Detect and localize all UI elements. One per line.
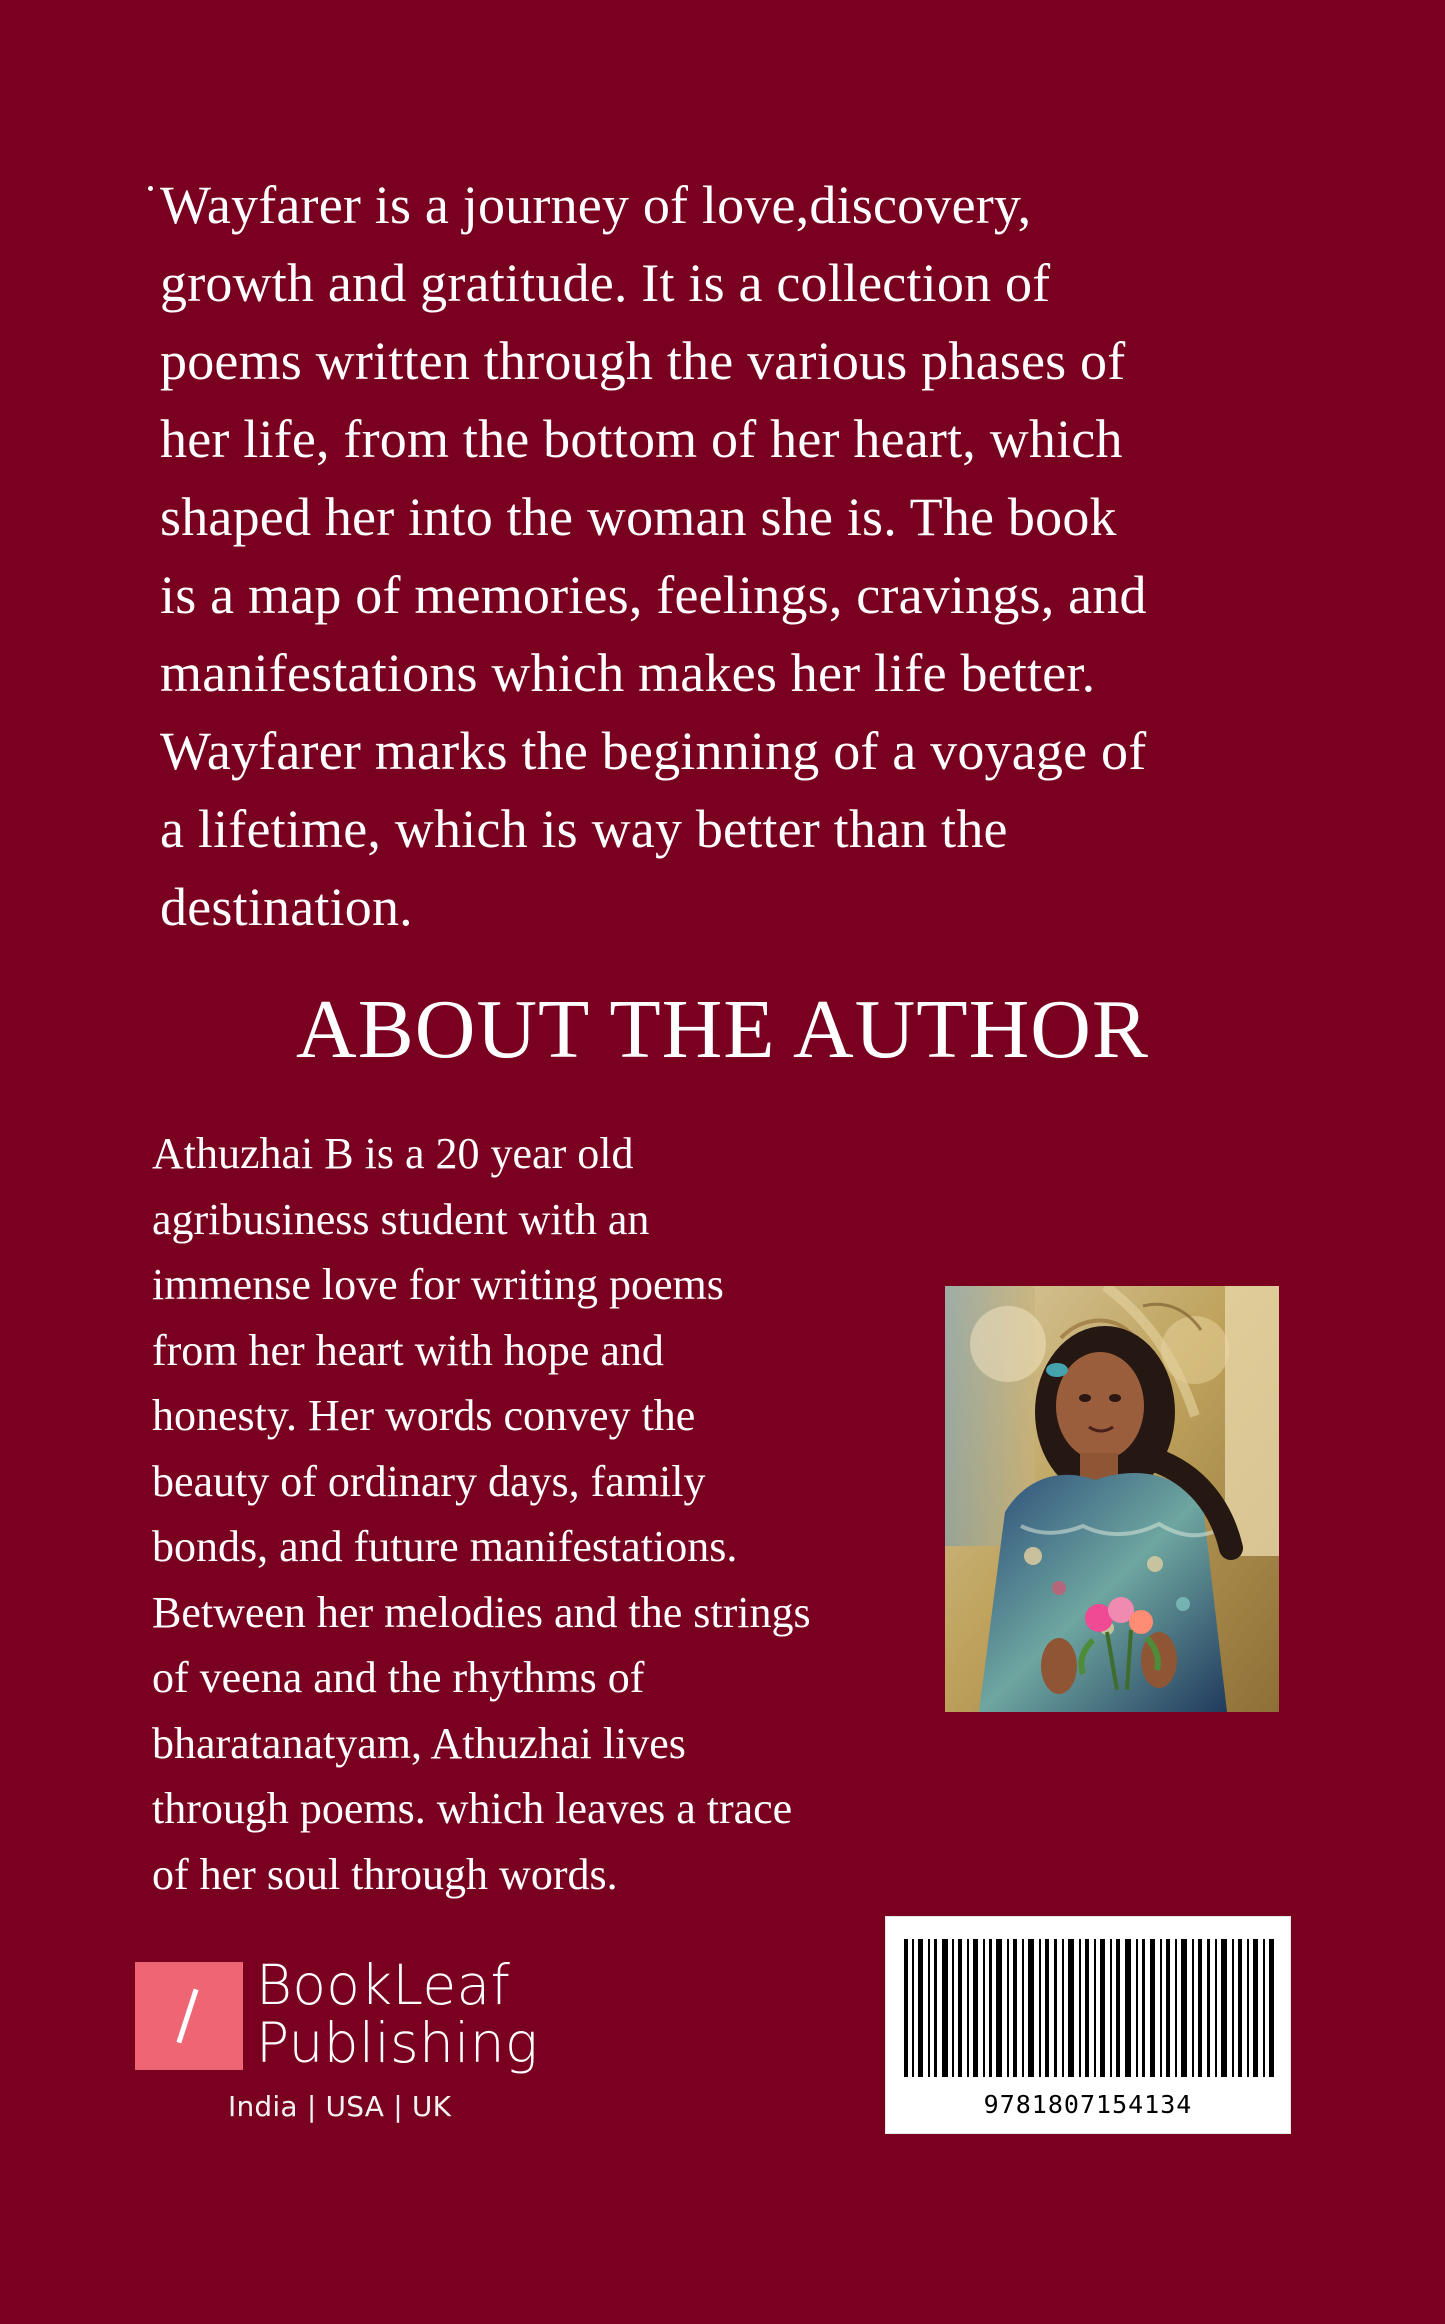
about-author-heading: ABOUT THE AUTHOR bbox=[296, 983, 1149, 1076]
author-photo bbox=[945, 1286, 1279, 1712]
barcode bbox=[885, 1916, 1291, 2134]
book-blurb: Wayfarer is a journey of love,discovery, growth and gratitude. It is a collection of poems written through the various phases of her life, from the bottom of her heart, which shaped her into the woman she is. The book is a map of memories, feelings, cravings, and manifestations which makes her life better. Wayfarer marks the beginning of a voyage of a lifetime, which is way better than the destination. bbox=[160, 175, 1147, 937]
barcode-number: 9781807154134 bbox=[983, 2090, 1193, 2119]
slash-logo-icon bbox=[176, 1989, 198, 2044]
publisher-name: BookLeaf Publishing bbox=[256, 1953, 539, 2075]
publisher-regions: India | USA | UK bbox=[228, 2090, 452, 2123]
decorative-dot bbox=[148, 186, 153, 191]
author-bio: Athuzhai B is a 20 year old agribusiness student with an immense love for writing poems from her heart with hope and honesty. Her words convey the beauty of ordinary days, family bonds, and future manifestations. Between her melodies and the strings of veena and the rhythms of bharatanatyam, Athuzhai lives through poems. which leaves a trace of her soul through words. bbox=[152, 1129, 811, 1899]
barcode-icon bbox=[904, 1939, 1274, 2077]
publisher-logo bbox=[135, 1962, 243, 2070]
